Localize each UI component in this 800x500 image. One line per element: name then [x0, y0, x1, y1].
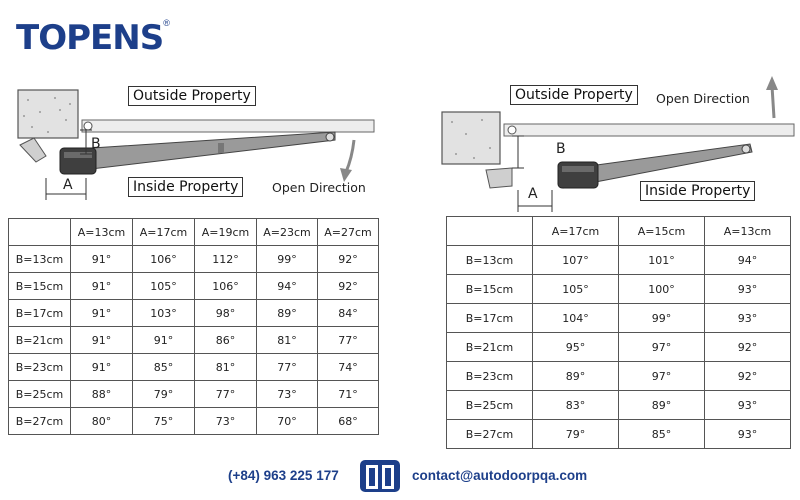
contact-footer	[0, 458, 800, 494]
angle-cell: 80°	[71, 408, 133, 435]
row-header: B=27cm	[447, 420, 533, 449]
table-row	[447, 362, 791, 391]
angle-cell: 92°	[705, 362, 791, 391]
table-row	[447, 420, 791, 449]
angle-cell: 79°	[133, 381, 195, 408]
angle-cell: 107°	[533, 246, 619, 275]
angle-cell: 91°	[71, 246, 133, 273]
angle-cell: 81°	[195, 354, 257, 381]
column-header: A=27cm	[318, 219, 379, 246]
right-installation-diagram	[400, 0, 800, 215]
brand-name: TOPENS	[16, 18, 164, 58]
angle-cell: 104°	[533, 304, 619, 333]
angle-cell: 92°	[318, 246, 379, 273]
left-outside-property-label: Outside Property	[128, 86, 256, 106]
angle-cell: 74°	[318, 354, 379, 381]
table-row	[9, 327, 379, 354]
angle-cell: 84°	[318, 300, 379, 327]
angle-cell: 68°	[318, 408, 379, 435]
angle-cell: 94°	[705, 246, 791, 275]
angle-cell: 73°	[195, 408, 257, 435]
angle-cell: 99°	[619, 304, 705, 333]
angle-cell: 92°	[705, 333, 791, 362]
angle-cell: 97°	[619, 362, 705, 391]
angle-cell: 77°	[195, 381, 257, 408]
left-dimension-a-label: A	[63, 177, 73, 193]
angle-cell: 112°	[195, 246, 257, 273]
row-header: B=15cm	[9, 273, 71, 300]
angle-cell: 77°	[257, 354, 318, 381]
angle-cell: 105°	[133, 273, 195, 300]
angle-cell: 94°	[257, 273, 318, 300]
angle-cell: 91°	[71, 354, 133, 381]
angle-cell: 89°	[257, 300, 318, 327]
row-header: B=25cm	[9, 381, 71, 408]
angle-cell: 97°	[619, 333, 705, 362]
angle-cell: 85°	[133, 354, 195, 381]
angle-cell: 88°	[71, 381, 133, 408]
angle-cell: 77°	[318, 327, 379, 354]
table-row	[9, 408, 379, 435]
row-header: B=27cm	[9, 408, 71, 435]
angle-cell: 106°	[195, 273, 257, 300]
table-row	[9, 246, 379, 273]
table-row	[447, 275, 791, 304]
row-header: B=23cm	[447, 362, 533, 391]
angle-cell: 91°	[71, 327, 133, 354]
row-header: B=17cm	[447, 304, 533, 333]
table-row	[447, 391, 791, 420]
table-header-row	[9, 219, 379, 246]
angle-cell: 83°	[533, 391, 619, 420]
right-outside-property-label: Outside Property	[510, 85, 638, 105]
left-inside-property-label: Inside Property	[128, 177, 243, 197]
left-dimension-b-label: B	[91, 136, 101, 152]
column-header: A=17cm	[133, 219, 195, 246]
angle-cell: 91°	[133, 327, 195, 354]
right-dimension-a-label: A	[528, 186, 538, 202]
row-header: B=15cm	[447, 275, 533, 304]
angle-cell: 100°	[619, 275, 705, 304]
angle-cell: 103°	[133, 300, 195, 327]
row-header: B=17cm	[9, 300, 71, 327]
corner-cell	[447, 217, 533, 246]
column-header: A=23cm	[257, 219, 318, 246]
row-header: B=13cm	[9, 246, 71, 273]
angle-cell: 106°	[133, 246, 195, 273]
table-header-row	[447, 217, 791, 246]
registered-mark: ®	[163, 18, 170, 28]
column-header: A=13cm	[71, 219, 133, 246]
table-row	[9, 354, 379, 381]
table-row	[447, 304, 791, 333]
angle-cell: 89°	[533, 362, 619, 391]
angle-cell: 91°	[71, 300, 133, 327]
angle-cell: 75°	[133, 408, 195, 435]
angle-cell: 95°	[533, 333, 619, 362]
angle-cell: 71°	[318, 381, 379, 408]
left-open-direction-label: Open Direction	[272, 180, 366, 195]
right-open-direction-label: Open Direction	[656, 91, 750, 106]
angle-cell: 92°	[318, 273, 379, 300]
corner-cell	[9, 219, 71, 246]
left-angle-table	[8, 218, 379, 435]
angle-cell: 93°	[705, 420, 791, 449]
angle-cell: 81°	[257, 327, 318, 354]
angle-cell: 93°	[705, 391, 791, 420]
table-row	[447, 333, 791, 362]
left-installation-diagram	[0, 0, 400, 215]
angle-cell: 93°	[705, 304, 791, 333]
angle-cell: 70°	[257, 408, 318, 435]
angle-cell: 105°	[533, 275, 619, 304]
angle-cell: 91°	[71, 273, 133, 300]
angle-cell: 101°	[619, 246, 705, 275]
table-row	[9, 300, 379, 327]
angle-cell: 98°	[195, 300, 257, 327]
angle-cell: 73°	[257, 381, 318, 408]
row-header: B=13cm	[447, 246, 533, 275]
column-header: A=13cm	[705, 217, 791, 246]
table-row	[9, 381, 379, 408]
angle-cell: 86°	[195, 327, 257, 354]
column-header: A=17cm	[533, 217, 619, 246]
row-header: B=21cm	[9, 327, 71, 354]
phone-number[interactable]: (+84) 963 225 177	[228, 468, 339, 483]
row-header: B=25cm	[447, 391, 533, 420]
right-dimension-b-label: B	[556, 141, 566, 157]
angle-cell: 79°	[533, 420, 619, 449]
angle-cell: 85°	[619, 420, 705, 449]
row-header: B=23cm	[9, 354, 71, 381]
right-inside-property-label: Inside Property	[640, 181, 755, 201]
angle-cell: 89°	[619, 391, 705, 420]
angle-cell: 99°	[257, 246, 318, 273]
automatic-door-icon	[358, 458, 402, 494]
table-row	[447, 246, 791, 275]
row-header: B=21cm	[447, 333, 533, 362]
email-link[interactable]: contact@autodoorpqa.com	[412, 468, 588, 483]
table-row	[9, 273, 379, 300]
angle-cell: 93°	[705, 275, 791, 304]
right-angle-table	[446, 216, 791, 449]
column-header: A=15cm	[619, 217, 705, 246]
column-header: A=19cm	[195, 219, 257, 246]
